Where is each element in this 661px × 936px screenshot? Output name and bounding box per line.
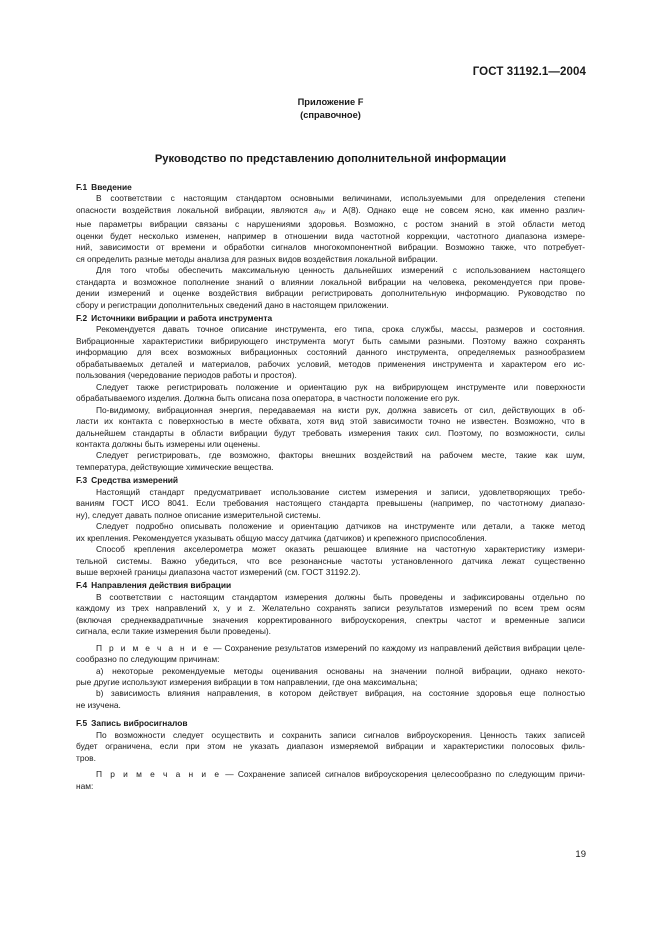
standard-code: ГОСТ 31192.1—2004 (472, 66, 586, 78)
document-body (76, 180, 585, 792)
section-title: Введение (91, 182, 132, 192)
note-line (76, 643, 585, 654)
section-number: F.4 (76, 580, 88, 591)
text-line: ну), следует давать полное описание измерительной системы. (76, 509, 321, 520)
text-line: не изучена. (76, 699, 121, 710)
section-heading (76, 473, 585, 486)
text-line: тров. (76, 752, 96, 763)
paragraph (76, 592, 585, 638)
paragraph (76, 265, 585, 311)
paragraph (76, 450, 585, 473)
page-number: 19 (575, 849, 586, 860)
text-line: По возможности следует осуществить и сохранить записи сигналов виброускорения. Ценность таких записей (96, 729, 585, 740)
section-heading (76, 180, 585, 193)
annex-title: Приложение F (297, 97, 364, 107)
section-number: F.2 (76, 312, 88, 323)
note-text: — Сохранение результатов измерений по каждому из направлений действия вибрации целе- (210, 642, 585, 653)
note-label: П р и м е ч а н и е (96, 769, 221, 780)
note-line: нам: (76, 780, 94, 791)
text-line: рые другие используют измерения вибрации в том направлении, где она максимальна; (76, 677, 418, 688)
text-line: Настоящий стандарт предусматривает использование систем измерения и записи, удовлетворяющих требо- (96, 486, 585, 497)
note-text: — Сохранение записей сигналов виброускорения целесообразно по следующим причи- (221, 769, 585, 780)
text-line: опасности воздействия локальной вибрации, являются $a_{hv}$ и A(8). Однако еще не совсем ясно, как именно различ- (76, 204, 585, 216)
section-number: F.1 (76, 182, 88, 192)
text-line: стандарта и возможное пополнение знаний о влиянии локальной вибрации на человека, рекомендуется при прове- (76, 276, 585, 287)
text-line: (включая среднеквадратичные значения корректированного виброускорения, спектры частот и временные записи (76, 614, 585, 625)
text-line: ся определить разные методы анализа для разных видов воздействия локальной вибрации. (76, 253, 438, 264)
paragraph (76, 521, 585, 544)
text-line: ные параметры вибрации связаны с нарушениями здоровья. Возможно, с ростом знаний в этой области метод (76, 219, 585, 230)
section-heading (76, 311, 585, 324)
paragraph (76, 405, 585, 451)
paragraph (76, 730, 585, 764)
paragraph (76, 324, 585, 381)
paragraph (76, 487, 585, 521)
section-title: Средства измерений (91, 475, 179, 486)
note (76, 643, 585, 666)
text-line: выше верхней границы диапазона частот измерений (см. ГОСТ 31192.2). (76, 566, 361, 577)
text-line: Для того чтобы обеспечить максимальную ценность дальнейших измерений с использованием настоящего (96, 265, 585, 276)
text-line: По-видимому, вибрационная энергия, передаваемая на кисти рук, должна зависеть от сил, действующих в об- (96, 404, 585, 415)
section-title: Источники вибрации и работа инструмента (91, 312, 273, 323)
text-line: b) зависимость влияния направления, в котором действует вибрация, на состояние здоровья еще полностью (96, 688, 585, 699)
text-line: дальнейшем стандарты в области вибрации будут требовать измерения таких сил. Поэтому, по возможности, силы (76, 427, 585, 438)
text-line: тельной системы. Важно убедиться, что все резонансные частоты установленного датчика лежат существенно (76, 555, 585, 566)
text-line: Способ крепления акселерометра может оказать решающее влияние на частотную характеристику измери- (96, 544, 585, 555)
annex-subtitle: (справочное) (300, 110, 361, 120)
text-line: пользования (чередование периодов работы и простоя). (76, 370, 297, 381)
note-item (76, 688, 585, 711)
text-line: В соответствии с настоящим стандартом основными величинами, используемыми для определения степени (96, 193, 585, 204)
note-line: сообразно по следующим причинам: (76, 654, 220, 665)
text-line: ласти их контакта с поверхностью в месте обхвата, хотя вид этой зависимости точно не известен. Возможно, что в (76, 416, 585, 427)
text-line: сигнала, если такие измерения были проведены). (76, 626, 271, 637)
text-line: обрабатываемых деталей и материалов, рабочих условий, методов применения инструмента и характером его ис- (76, 358, 585, 369)
note-item (76, 666, 585, 689)
text-line: Рекомендуется давать точное описание инструмента, его типа, срока службы, массы, размеров и состояния. (96, 324, 585, 335)
text-line: Вибрационные характеристики вибрирующего инструмента могут быть самыми разными. Поэтому важно сохранять (76, 335, 585, 346)
text-line: Следует регистрировать, где возможно, факторы внешних воздействий на рабочем месте, такие как шум, (96, 450, 585, 461)
section-number: F.3 (76, 475, 88, 486)
paragraph (76, 544, 585, 578)
note (76, 769, 585, 792)
note-label: П р и м е ч а н и е (96, 642, 211, 653)
section-heading (76, 716, 585, 729)
text-line: a) некоторые рекомендуемые методы оценивания основаны на значении полной вибрации, однако некото- (96, 665, 585, 676)
text-line: В соответствии с настоящим стандартом измерения должны быть проведены и зафиксированы отдельно по (96, 591, 585, 602)
text-line: Следует подробно описывать положение и ориентацию датчиков на инструменте или детали, а также метод (96, 521, 585, 532)
document-title: Руководство по представлению дополнительной информации (154, 153, 507, 165)
text-line: ваниям ГОСТ ИСО 8041. Если требования настоящего стандарта превышены (например, по частотному диапазо- (76, 498, 585, 509)
text-line: информацию для всех возможных вибрационных состояний данного инструмента, определяемых разнообразием (76, 347, 585, 358)
text-line: обрабатываемого изделия. Должна быть описана поза оператора, в частности положение его рук. (76, 393, 460, 404)
note-line (76, 769, 585, 780)
text-line: их крепления. Рекомендуется указывать общую массу датчика (датчиков) и крепежного приспособления. (76, 532, 487, 543)
paragraph (76, 193, 585, 265)
section-heading (76, 578, 585, 591)
text-line: ний, зависимости от времени и обработки сигналов многокомпонентной вибрации. Возможно также, что потребует- (76, 242, 585, 253)
text-line: дении измерений и оценке воздействия вибрации регистрировать дополнительную информацию. Руководство по (76, 288, 585, 299)
section-number: F.5 (76, 718, 88, 729)
text-line: Следует также регистрировать положение и ориентацию рук на вибрирующем инструменте или поверхности (96, 381, 585, 392)
text-line: оценки будет несколько изменен, например в отношении вида частотной коррекции, частотного диапазона измере- (76, 230, 585, 241)
text-line: контакта должны быть измерены или оценены. (76, 438, 261, 449)
text-line: сбору и регистрации дополнительных сведений дано в настоящем приложении. (76, 299, 389, 310)
text-line: каждому из трех направлений x, y и z. Желательно сохранять записи результатов измерений по всем трем осям (76, 603, 585, 614)
section-title: Направления действия вибрации (91, 580, 232, 591)
section-title: Запись вибросигналов (91, 718, 188, 729)
annex-heading (0, 96, 661, 122)
paragraph (76, 382, 585, 405)
text-line: будет ограничена, если при этом не указать диапазон измеряемой вибрации и характеристики полосовых филь- (76, 741, 585, 752)
text-line: температура, действующие химические вещества. (76, 461, 274, 472)
